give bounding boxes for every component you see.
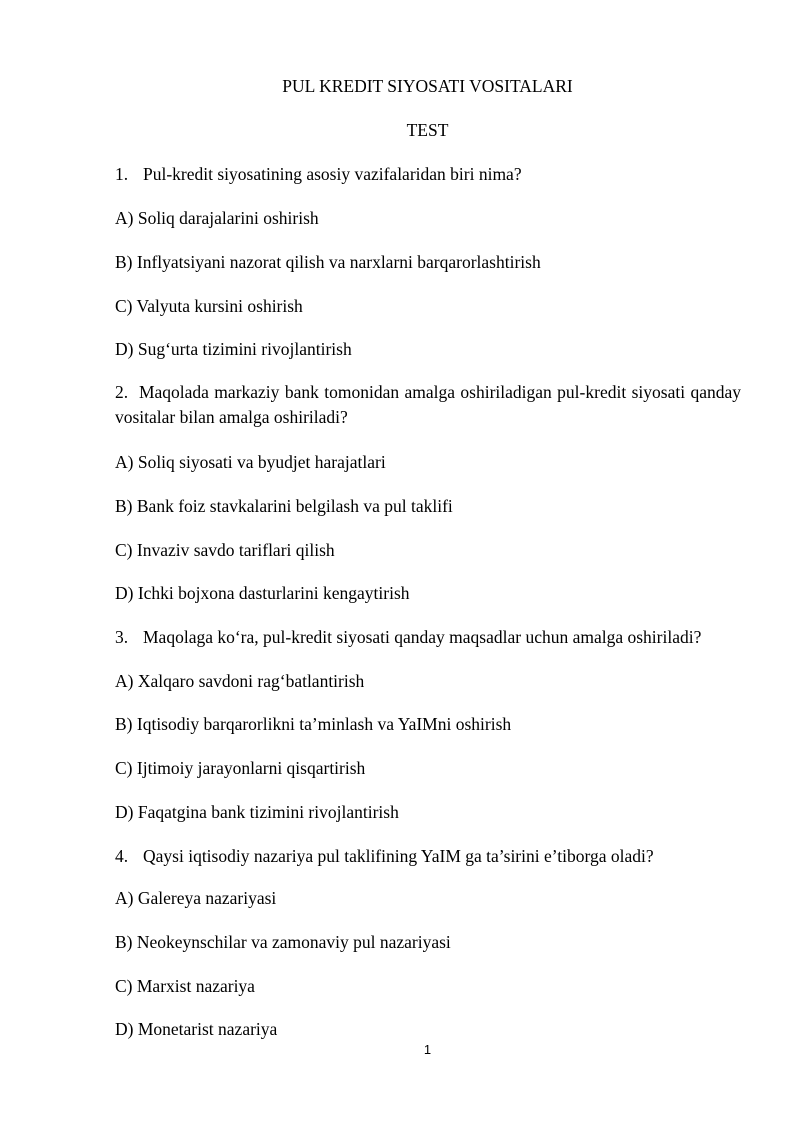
option-4c: C) Marxist nazariya [115, 976, 255, 996]
option-3b: B) Iqtisodiy barqarorlikni ta’minlash va YaIMni oshirish [115, 714, 512, 734]
option-1c: C) Valyuta kursini oshirish [115, 296, 303, 316]
question-4 [115, 846, 654, 867]
question-text: Maqolada markaziy bank tomonidan amalga oshiriladigan pul-kredit siyosati qanday vositalar bilan amalga oshiriladi? [115, 382, 742, 427]
option-2c: C) Invaziv savdo tariflari qilish [115, 540, 335, 560]
option-2b: B) Bank foiz stavkalarini belgilash va pul taklifi [115, 496, 453, 516]
option-2d: D) Ichki bojxona dasturlarini kengaytirish [115, 583, 410, 603]
option-3d: D) Faqatgina bank tizimini rivojlantirish [115, 802, 399, 822]
question-number: 1. [115, 164, 129, 184]
option-3a: A) Xalqaro savdoni rag‘batlantirish [115, 671, 365, 691]
question-number: 3. [115, 627, 129, 647]
option-1b: B) Inflyatsiyani nazorat qilish va narxlarni barqarorlashtirish [115, 252, 541, 272]
option-4d: D) Monetarist nazariya [115, 1019, 278, 1039]
question-2 [115, 380, 741, 430]
option-4a: A) Galereya nazariyasi [115, 888, 277, 908]
question-text: Pul-kredit siyosatining asosiy vazifalaridan biri nima? [143, 164, 522, 184]
question-text: Maqolaga ko‘ra, pul-kredit siyosati qanday maqsadlar uchun amalga oshiriladi? [143, 627, 702, 647]
question-text: Qaysi iqtisodiy nazariya pul taklifining YaIM ga ta’sirini e’tiborga oladi? [143, 846, 654, 866]
page-number: 1 [423, 1042, 432, 1057]
question-number: 2. [115, 382, 129, 402]
question-number: 4. [115, 846, 129, 866]
option-3c: C) Ijtimoiy jarayonlarni qisqartirish [115, 758, 366, 778]
question-1 [115, 164, 522, 185]
option-1a: A) Soliq darajalarini oshirish [115, 208, 319, 228]
option-4b: B) Neokeynschilar va zamonaviy pul nazariyasi [115, 932, 451, 952]
document-title: PUL KREDIT SIYOSATI VOSITALARI [282, 76, 573, 96]
option-2a: A) Soliq siyosati va byudjet harajatlari [115, 452, 386, 472]
option-1d: D) Sug‘urta tizimini rivojlantirish [115, 339, 352, 359]
question-3 [115, 627, 701, 648]
document-subtitle: TEST [406, 120, 449, 140]
